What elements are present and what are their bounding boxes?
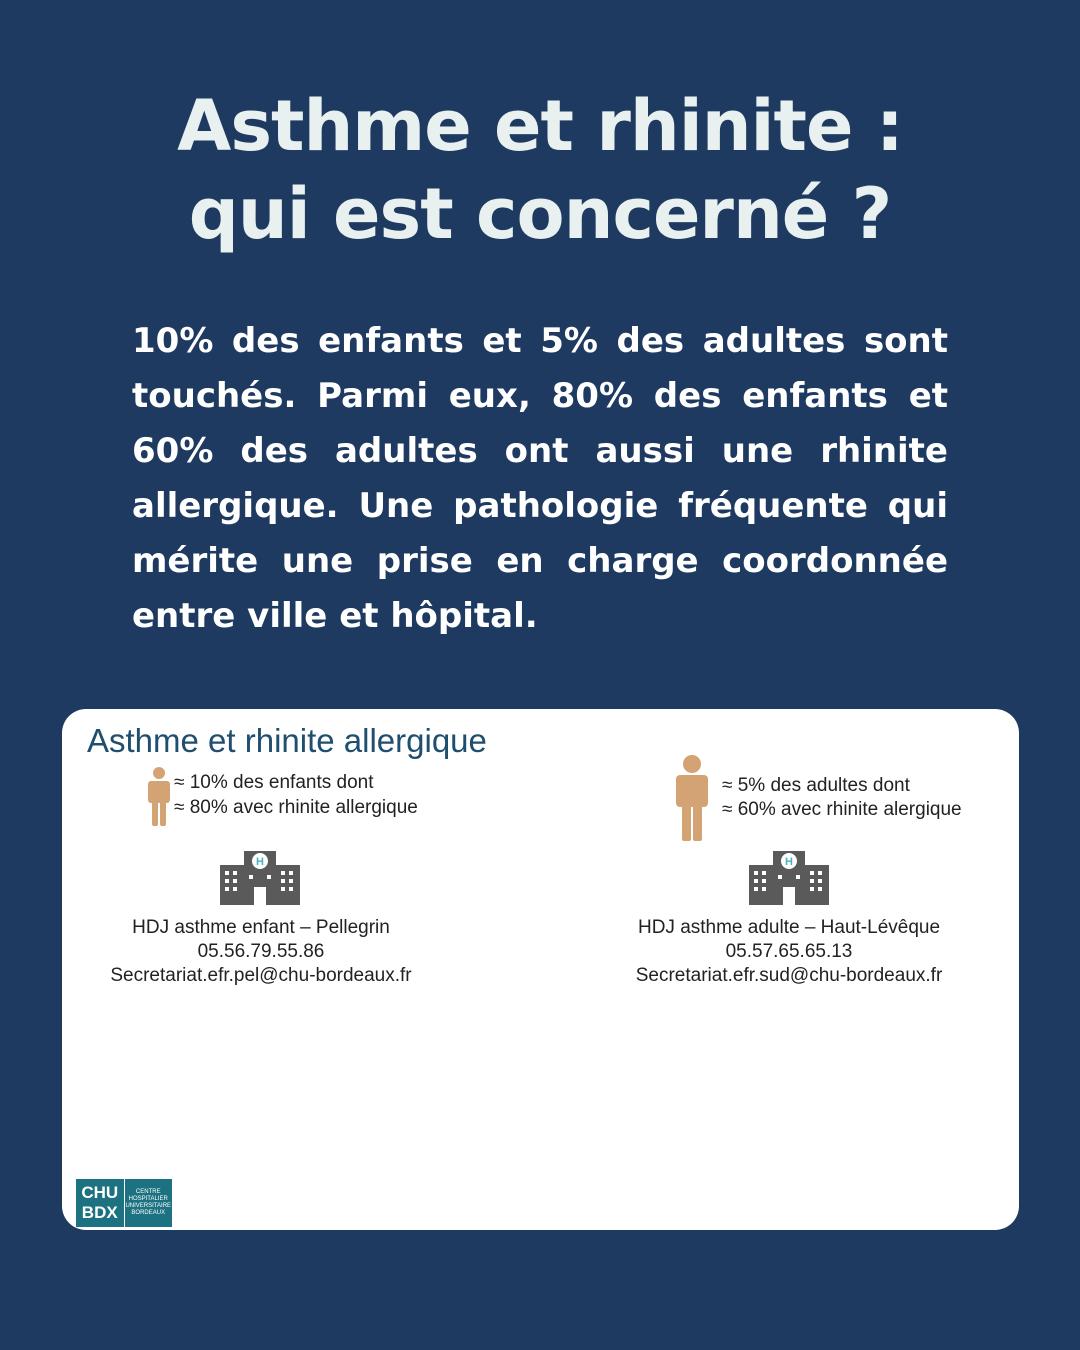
hospital-icon — [220, 847, 300, 905]
intro-paragraph: 10% des enfants et 5% des adultes sont touchés. Parmi eux, 80% des enfants et 60% des adultes ont aussi une rhinite allergique. Une pathologie fréquente qui mérite une prise en charge coordonnée entre ville et hôpital. — [132, 321, 948, 636]
adults-contact — [618, 916, 960, 988]
children-phone[interactable]: 05.56.79.55.86 — [197, 941, 325, 962]
child-person-icon — [146, 767, 172, 827]
hospital-icon — [749, 847, 829, 905]
page-title — [0, 82, 1080, 258]
info-card — [62, 709, 1019, 1230]
logo-mark: CHU BDX — [76, 1179, 125, 1227]
adults-phone[interactable]: 05.57.65.65.13 — [725, 941, 853, 962]
children-email[interactable]: Secretariat.efr.pel@chu-bordeaux.fr — [110, 965, 412, 986]
card-title: Asthme et rhinite allergique — [87, 722, 487, 759]
adults-stat-2: ≈ 60% avec rhinite alergique — [722, 799, 962, 820]
svg-text:H: H — [785, 856, 793, 868]
title-line-1: Asthme et rhinite : — [177, 85, 903, 167]
chu-bordeaux-logo — [76, 1179, 172, 1227]
adults-stat-1: ≈ 5% des adultes dont — [722, 775, 910, 796]
adults-email[interactable]: Secretariat.efr.sud@chu-bordeaux.fr — [635, 965, 943, 986]
adult-person-icon — [674, 755, 710, 841]
adults-unit-name: HDJ asthme adulte – Haut-Lévêque — [637, 917, 941, 938]
title-line-2: qui est concerné ? — [188, 173, 892, 255]
logo-subtitle: CENTRE HOSPITALIER UNIVERSITAIRE BORDEAUX — [125, 1179, 173, 1227]
children-contact — [100, 916, 422, 988]
svg-text:H: H — [256, 856, 264, 868]
children-stat-2: ≈ 80% avec rhinite allergique — [174, 797, 418, 818]
children-stat-1: ≈ 10% des enfants dont — [174, 772, 374, 793]
children-unit-name: HDJ asthme enfant – Pellegrin — [132, 917, 390, 938]
